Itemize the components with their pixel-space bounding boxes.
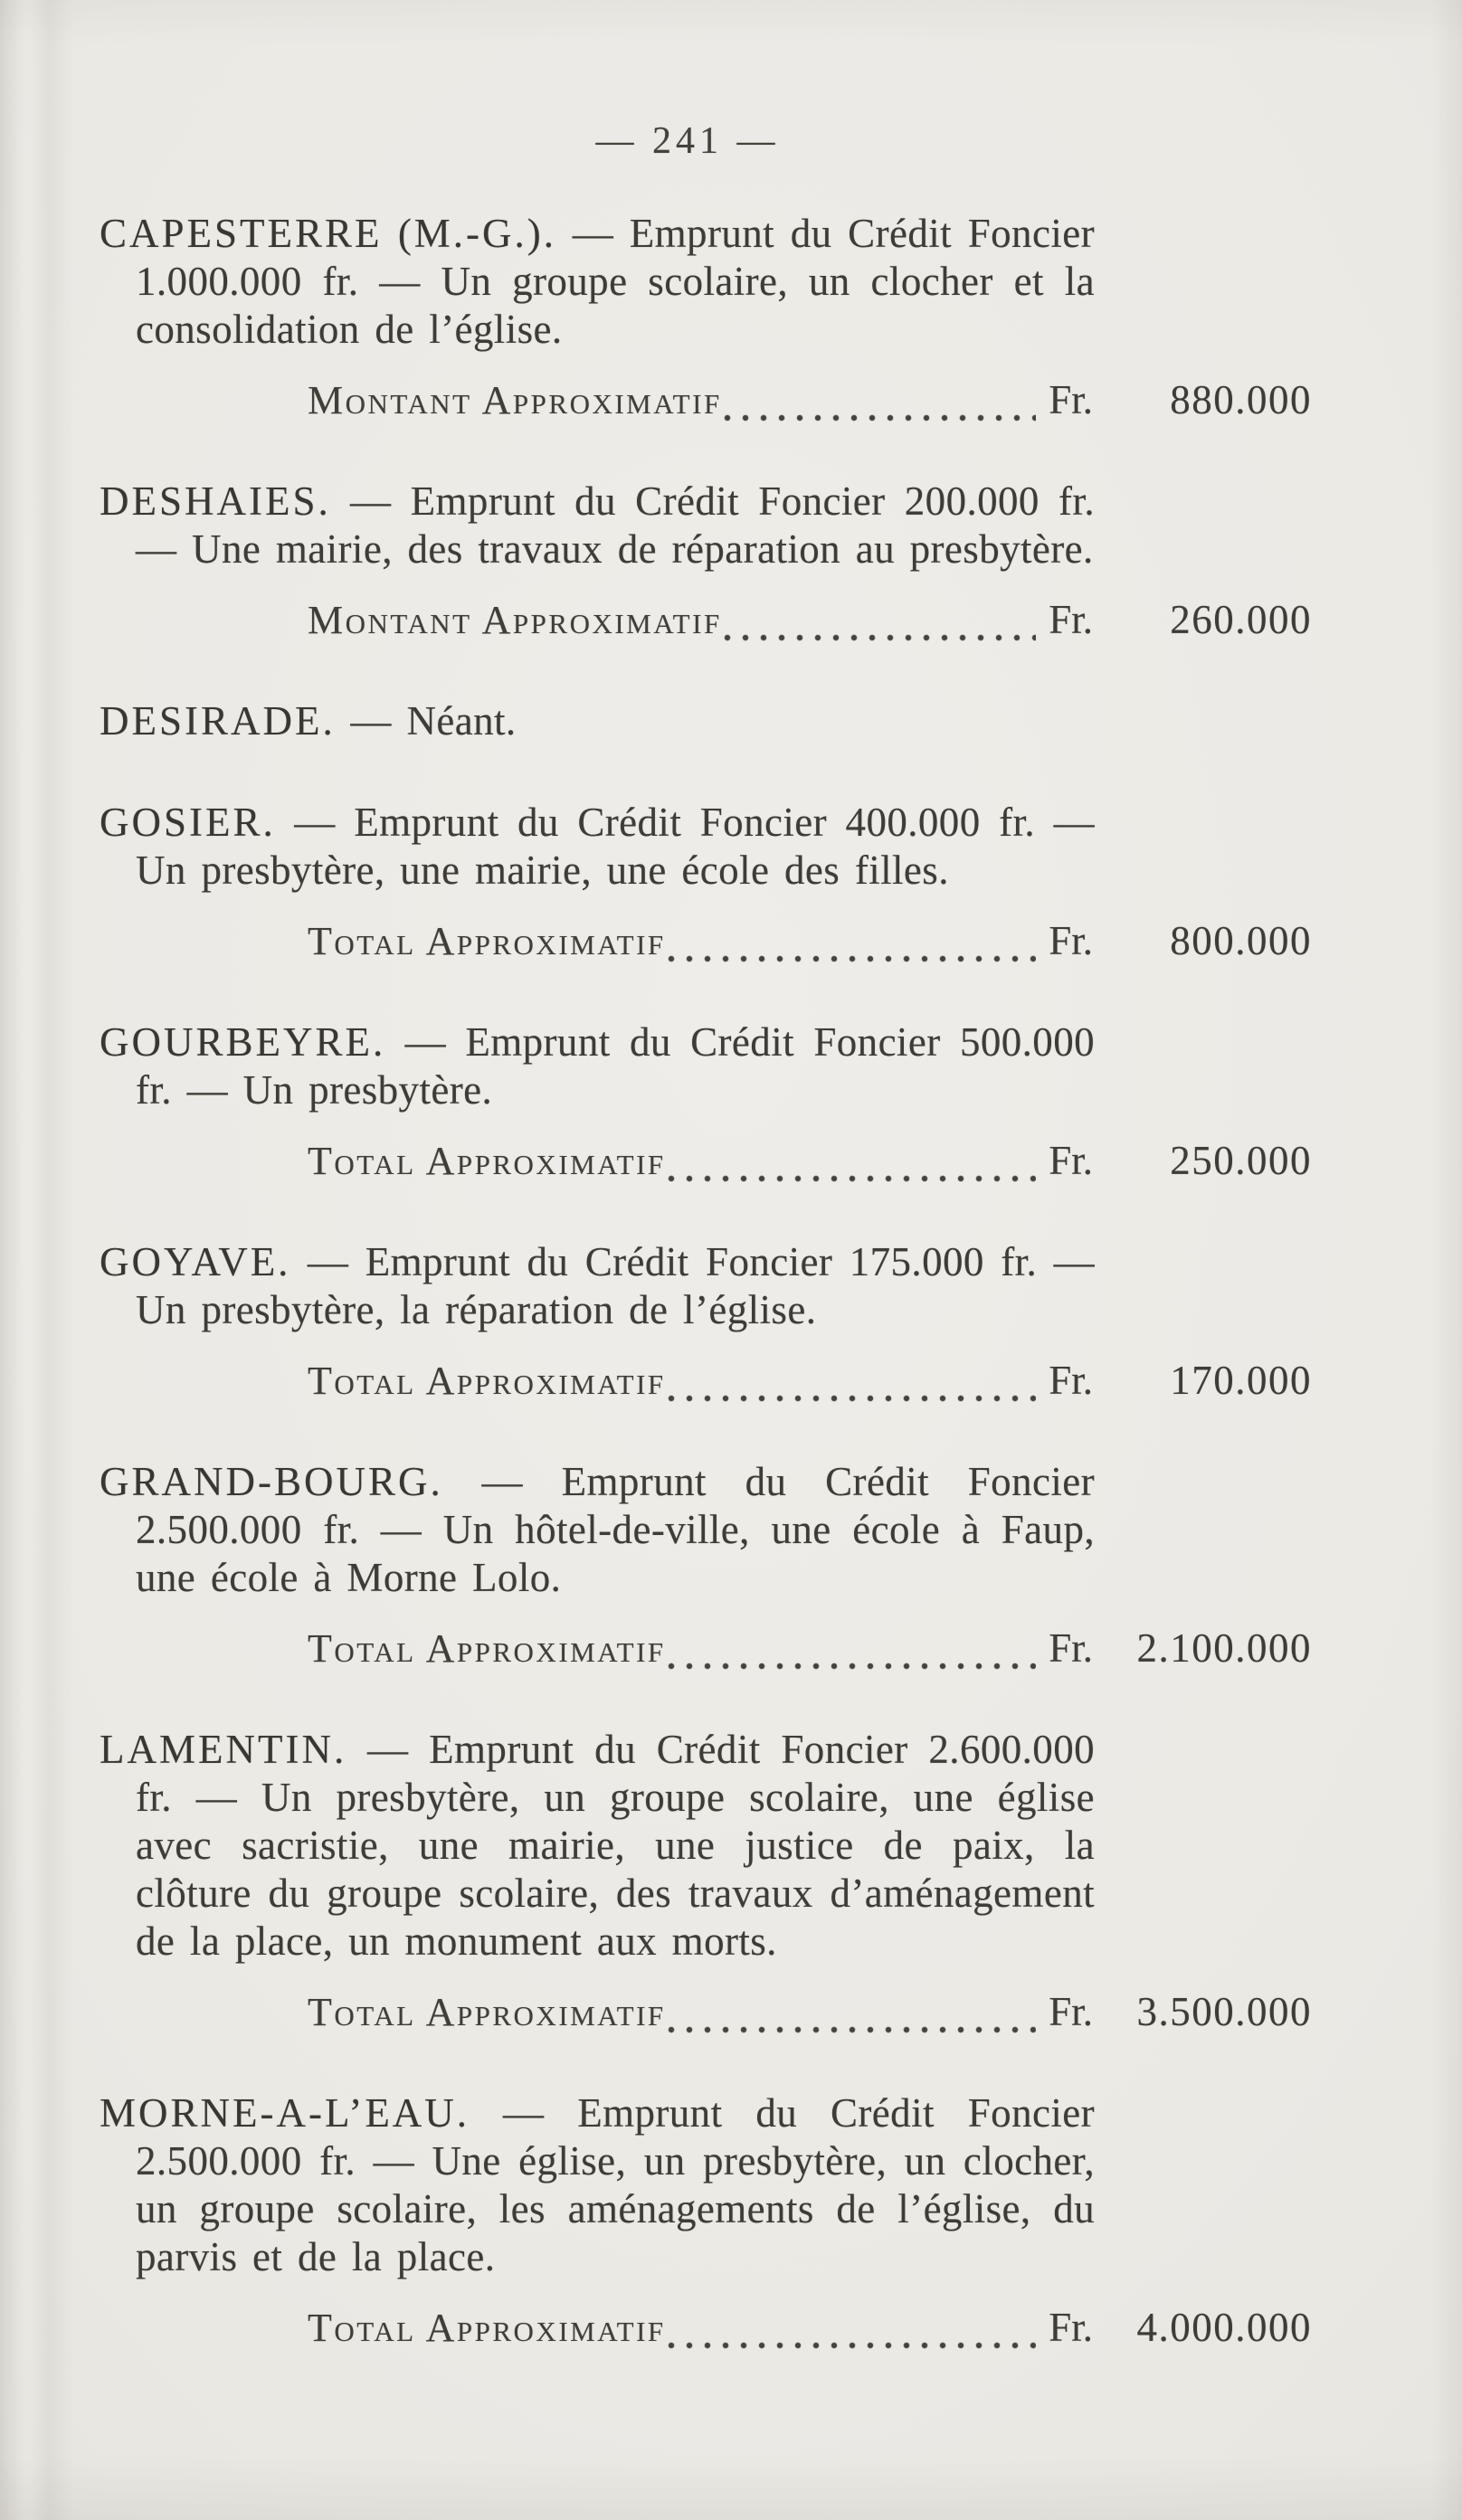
amount-row (308, 2304, 1312, 2352)
entry-description: — Emprunt du Crédit Foncier 1.000.000 fr. — Un groupe scolaire, un clocher et la consolidation de l’église. (136, 211, 1095, 352)
entry-paragraph (100, 1018, 1095, 1114)
entry-gosier (100, 799, 1312, 965)
dot-leader (668, 1392, 1037, 1405)
amount-row (308, 917, 1312, 965)
amount-row (308, 1357, 1312, 1405)
entry-grand-bourg (100, 1458, 1312, 1672)
dot-leader (668, 1660, 1037, 1672)
currency-label: Fr. (1049, 1625, 1093, 1671)
entry-description: — Emprunt du Crédit Foncier 2.500.000 fr. — Un hôtel-de-ville, une école à Faup, une école à Morne Lolo. (136, 1459, 1096, 1600)
entry-description: — Néant. (350, 698, 517, 744)
amount-row (308, 1137, 1312, 1185)
currency-label: Fr. (1049, 1138, 1093, 1183)
dot-leader (724, 631, 1037, 644)
amount-label: Total Approximatif (308, 1626, 666, 1671)
entry-deshaies (100, 478, 1312, 644)
amount-row (308, 1988, 1312, 2036)
entry-paragraph (100, 1726, 1095, 1966)
amount-value: 4.000.000 (1136, 2305, 1312, 2350)
entry-gourbeyre (100, 1018, 1312, 1185)
entry-description: — Emprunt du Crédit Foncier 200.000 fr. — Une mairie, des travaux de réparation au presbytère. (136, 478, 1095, 572)
currency-label: Fr. (1049, 1358, 1093, 1403)
dot-leader (668, 952, 1037, 965)
amount-value: 250.000 (1170, 1138, 1312, 1183)
amount-row (308, 376, 1312, 424)
entry-paragraph (100, 1458, 1095, 1602)
amount-label: Montant Approximatif (308, 598, 722, 642)
commune-name: DESHAIES. (100, 478, 331, 524)
entry-lamentin (100, 1726, 1312, 2036)
commune-name: GOSIER. (100, 800, 276, 845)
commune-name: GRAND-BOURG. (100, 1459, 443, 1504)
commune-name: GOYAVE. (100, 1239, 291, 1284)
commune-name: GOURBEYRE. (100, 1019, 386, 1065)
entry-morne-a-l-eau (100, 2089, 1312, 2352)
currency-label: Fr. (1049, 597, 1093, 642)
amount-value: 2.100.000 (1136, 1625, 1312, 1671)
amount-value: 3.500.000 (1136, 1989, 1312, 2034)
amount-label: Total Approximatif (308, 2306, 666, 2350)
entry-paragraph (100, 2089, 1095, 2281)
entry-capesterre (100, 210, 1312, 424)
dot-leader (668, 2023, 1037, 2036)
entry-description: — Emprunt du Crédit Foncier 500.000 fr. — Un presbytère. (136, 1019, 1095, 1113)
entry-description: — Emprunt du Crédit Foncier 2.500.000 fr. — Une église, un presbytère, un clocher, un groupe scolaire, les aménagements de l’église, du parvis et de la place. (136, 2090, 1096, 2279)
currency-label: Fr. (1049, 377, 1093, 422)
entry-desirade (100, 697, 1312, 745)
amount-value: 880.000 (1170, 377, 1312, 422)
entry-description: — Emprunt du Crédit Foncier 175.000 fr. — Un presbytère, la réparation de l’église. (136, 1239, 1095, 1332)
amount-value: 800.000 (1170, 918, 1312, 963)
currency-label: Fr. (1049, 918, 1093, 963)
entry-paragraph (100, 210, 1095, 354)
dot-leader (668, 2339, 1037, 2352)
amount-label: Total Approximatif (308, 919, 666, 963)
commune-name: LAMENTIN. (100, 1727, 347, 1772)
amount-label: Total Approximatif (308, 1359, 666, 1403)
entry-goyave (100, 1238, 1312, 1405)
dot-leader (668, 1172, 1037, 1185)
amount-row (308, 596, 1312, 644)
entry-description: — Emprunt du Crédit Foncier 2.600.000 fr. — Un presbytère, un groupe scolaire, une église avec sacristie, une mairie, une justice de paix, la clôture du groupe scolaire, des travaux d’aménagement de la place, un monument aux morts. (136, 1727, 1095, 1964)
amount-row (308, 1625, 1312, 1672)
amount-label: Total Approximatif (308, 1139, 666, 1183)
dot-leader (724, 412, 1037, 424)
commune-name: DESIRADE. (100, 698, 336, 744)
entry-paragraph (100, 478, 1095, 573)
entry-paragraph (100, 1238, 1095, 1334)
amount-label: Montant Approximatif (308, 378, 722, 422)
commune-name: MORNE-A-L’EAU. (100, 2090, 470, 2136)
amount-label: Total Approximatif (308, 1990, 666, 2034)
amount-value: 260.000 (1170, 597, 1312, 642)
entry-paragraph (100, 799, 1095, 895)
page-number: — 241 — (595, 120, 780, 162)
currency-label: Fr. (1049, 2305, 1093, 2350)
commune-name: CAPESTERRE (M.-G.). (100, 211, 557, 256)
entry-description: — Emprunt du Crédit Foncier 400.000 fr. — Un presbytère, une mairie, une école des filles. (136, 800, 1095, 893)
entry-paragraph (100, 697, 1095, 745)
amount-value: 170.000 (1170, 1358, 1312, 1403)
currency-label: Fr. (1049, 1989, 1093, 2034)
